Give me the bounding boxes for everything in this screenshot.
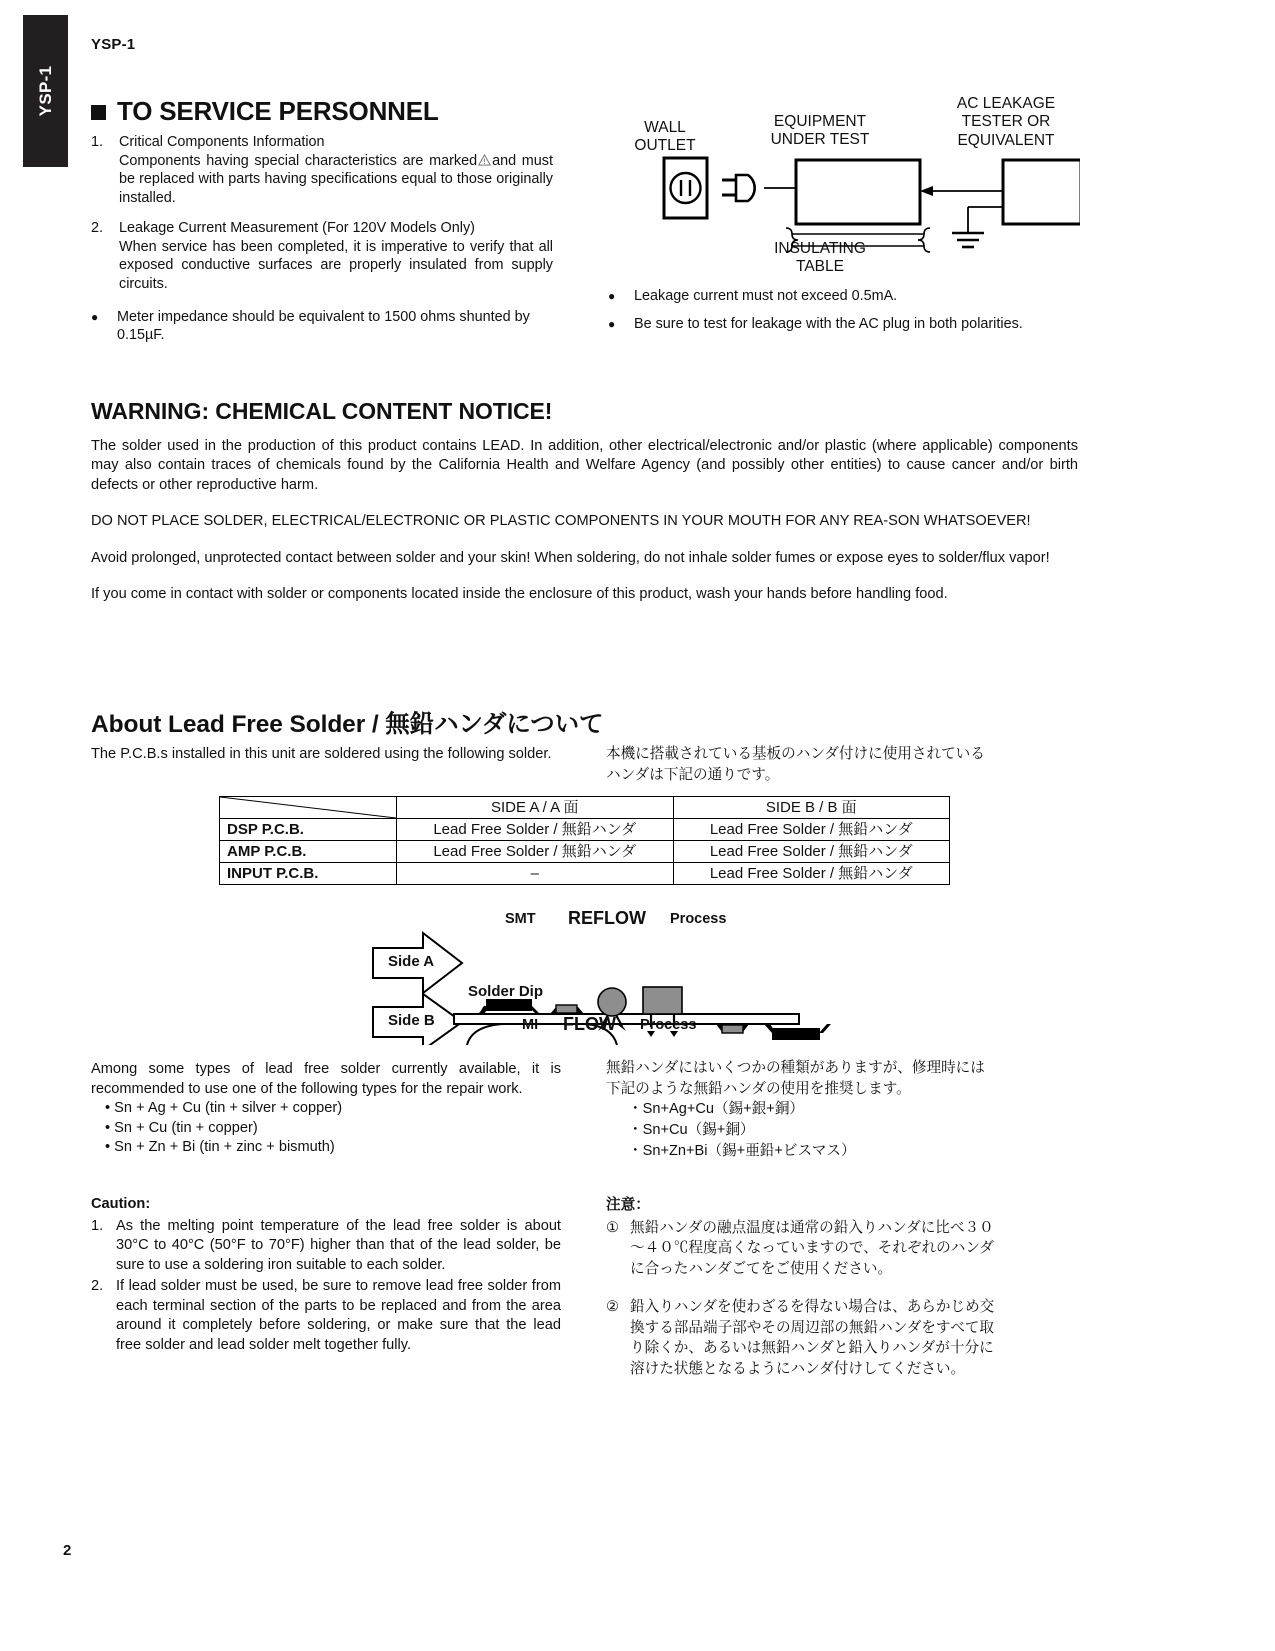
caution-item-number: 2. [91, 1278, 104, 1295]
caution-jp-line: ～４０℃程度高くなっていますので、それぞれのハンダ [630, 1240, 994, 1257]
reflow-label: REFLOW [568, 908, 646, 928]
table-row [220, 841, 950, 863]
warning-heading: WARNING: CHEMICAL CONTENT NOTICE! [91, 398, 553, 424]
warning-paragraph-2: DO NOT PLACE SOLDER, ELECTRICAL/ELECTRONIC OR PLASTIC COMPONENTS IN YOUR MOUTH FOR ANY REA-SON WHATSOEVER! [91, 513, 1031, 530]
bullet-text: Leakage current must not exceed 0.5mA. [634, 288, 898, 304]
caution-jp-line: 鉛入りハンダを使わざるを得ない場合は、あらかじめ交 [630, 1298, 995, 1315]
smt-label: SMT [505, 911, 536, 927]
list-item: • Sn + Zn + Bi (tin + zinc + bismuth) [105, 1139, 335, 1156]
column-header-side-b: SIDE B / B 面 [673, 797, 950, 819]
tester-label-line3: EQUIVALENT [957, 131, 1055, 149]
lead-free-intro-jp-line2: ハンダは下記の通りです。 [606, 766, 780, 783]
table-corner-cell [220, 797, 397, 819]
caution-jp-title: 注意： [606, 1197, 650, 1213]
cell-side-b: Lead Free Solder / 無鉛ハンダ [673, 819, 950, 841]
service-section-heading [91, 96, 439, 127]
caution-item-number: 1. [91, 1217, 104, 1234]
square-bullet-icon [91, 105, 106, 120]
warning-paragraph-4: If you come in contact with solder or components located inside the enclosure of this product, wash your hands before handling food. [91, 586, 948, 603]
list-item: • Sn + Ag + Cu (tin + silver + copper) [105, 1100, 343, 1117]
list-item: ・Sn+Zn+Bi（錫+亜鉛+ビスマス） [628, 1142, 856, 1159]
warning-paragraph-3: Avoid prolonged, unprotected contact between solder and your skin! When soldering, do not inhale solder fumes or expose eyes to solder/flux vapor! [91, 549, 1050, 566]
row-label: DSP P.C.B. [220, 819, 397, 841]
caution-japanese [606, 1195, 1081, 1380]
diagonal-slash-icon [220, 797, 396, 818]
page-number: 2 [63, 1542, 72, 1559]
caution-english [91, 1195, 561, 1355]
tester-label-line2: TESTER OR [961, 113, 1051, 131]
row-label: INPUT P.C.B. [220, 863, 397, 885]
lead-free-solder-heading: About Lead Free Solder / 無鉛ハンダについて [91, 711, 604, 738]
warning-triangle-icon [478, 154, 491, 166]
cell-side-a: – [397, 863, 674, 885]
lead-free-intro-jp-line1: 本機に搭載されている基板のハンダ付けに使用されている [606, 746, 985, 762]
item-line-2b: and must be replaced with parts having specifications equal to those originally installed. [119, 152, 553, 207]
insulating-label-line1: INSULATING [774, 240, 866, 257]
row-label: AMP P.C.B. [220, 841, 397, 863]
item-number: 2. [91, 219, 104, 236]
recommendation-list [91, 1099, 561, 1158]
recommendation-jp-list [606, 1099, 1081, 1161]
soldering-process-diagram [340, 895, 840, 1045]
caution-item-text: As the melting point temperature of the lead free solder is about 30°C to 40°C (50°F to 70°F) higher than that of the lead solder, be sure to use a soldering iron suitable to each solder. [116, 1217, 561, 1273]
item-line-2a: Components having special characteristics are marked [119, 152, 478, 169]
item-line-2 [119, 152, 553, 208]
caution-item-text: If lead solder must be used, be sure to remove lead free solder from each terminal section of the parts to be replaced and from the area around it completely before soldering, or make sure that the lead free solder and lead solder melt together fully. [116, 1278, 561, 1353]
caution-item [91, 1277, 561, 1355]
list-item [91, 219, 553, 294]
list-item: ・Sn+Cu（錫+銅） [628, 1122, 755, 1139]
wall-outlet-label-line1: WALL [644, 119, 686, 136]
caution-jp-item-number: ② [606, 1298, 620, 1315]
lead-free-intro-japanese [606, 744, 1081, 785]
item-body [119, 219, 553, 294]
recommendation-english [91, 1060, 561, 1158]
table-row [220, 819, 950, 841]
recommendation-jp-line1: 無鉛ハンダにはいくつかの種類がありますが、修理時には [606, 1060, 985, 1076]
service-list [91, 133, 553, 345]
bullet-item [608, 315, 1078, 334]
list-item: ・Sn+Ag+Cu（錫+銀+銅） [628, 1101, 805, 1118]
side-tab [23, 15, 68, 167]
caution-jp-line: り除くか、あるいは無鉛ハンダと鉛入りハンダが十分に [630, 1340, 994, 1357]
cell-side-a: Lead Free Solder / 無鉛ハンダ [397, 819, 674, 841]
bullet-text: Meter impedance should be equivalent to 1500 ohms shunted by 0.15µF. [117, 308, 530, 344]
warning-body [91, 437, 1078, 621]
item-line-2: When service has been completed, it is imperative to verify that all exposed conductive surfaces are properly insulated from supply circuits. [119, 238, 553, 293]
side-tab-label: YSP-1 [35, 65, 55, 117]
mi-label: MI [522, 1017, 539, 1033]
warning-paragraph-1: The solder used in the production of this product contains LEAD. In addition, other electrical/electronic and/or plastic (where applicable) components may also contain traces of chemicals found by the California Health and Welfare Agency (and possibly other entities) to cause cancer and/or birth defects or other reproductive harm. [91, 438, 1078, 493]
caution-jp-line: 溶けた状態となるようにハンダ付けしてください。 [630, 1361, 966, 1378]
caution-jp-item [606, 1218, 1081, 1280]
lead-free-intro-english: The P.C.B.s installed in this unit are soldered using the following solder. [91, 746, 552, 762]
caution-item [91, 1217, 561, 1276]
recommendation-text: Among some types of lead free solder currently available, it is recommended to use one of the following types for the repair work. [91, 1061, 561, 1097]
bullet-item [91, 308, 553, 345]
tester-label-line1: AC LEAKAGE [956, 95, 1056, 112]
equipment-label-line1: EQUIPMENT [773, 113, 867, 130]
bullet-item [608, 287, 1078, 306]
process-top-label: Process [670, 911, 727, 927]
caution-title: Caution: [91, 1196, 151, 1212]
side-a-label: Side A [388, 953, 435, 970]
leakage-test-diagram [600, 95, 1080, 285]
model-number: YSP-1 [91, 36, 136, 53]
caution-jp-item-text [630, 1218, 1081, 1280]
pcb-solder-table [219, 796, 950, 885]
bullet-text: Be sure to test for leakage with the AC plug in both polarities. [634, 315, 1023, 332]
service-bullets-right [608, 287, 1078, 333]
recommendation-japanese [606, 1058, 1081, 1162]
recommendation-jp-line2: 下記のような無鉛ハンダの使用を推奨します。 [606, 1080, 911, 1097]
list-item [91, 133, 553, 208]
leakage-diagram-graphic [600, 95, 1080, 285]
caution-jp-line: 無鉛ハンダの融点温度は通常の鉛入りハンダに比べ３０ [630, 1219, 994, 1236]
item-number: 1. [91, 134, 104, 150]
caution-jp-line: 換する部品端子部やその周辺部の無鉛ハンダをすべて取 [630, 1319, 994, 1336]
table-row [220, 863, 950, 885]
caution-jp-line: に合ったハンダごてをご使用ください。 [630, 1261, 893, 1278]
caution-jp-item [606, 1297, 1081, 1380]
list-item: • Sn + Cu (tin + copper) [105, 1119, 258, 1136]
cell-side-b: Lead Free Solder / 無鉛ハンダ [673, 863, 950, 885]
item-line-1: Leakage Current Measurement (For 120V Models Only) [119, 219, 475, 236]
side-b-label: Side B [388, 1012, 435, 1029]
round-bullet-icon: ● [608, 316, 616, 331]
wall-outlet-label-line2: OUTLET [634, 137, 696, 155]
service-heading-text: TO SERVICE PERSONNEL [117, 96, 439, 126]
table-header-row [220, 797, 950, 819]
caution-jp-item-number: ① [606, 1219, 620, 1236]
round-bullet-icon: ● [91, 309, 99, 324]
round-bullet-icon: ● [608, 289, 616, 303]
equipment-label-line2: UNDER TEST [770, 131, 870, 149]
process-bottom-label: Process [640, 1017, 697, 1033]
caution-jp-item-text [630, 1297, 1081, 1380]
cell-side-a: Lead Free Solder / 無鉛ハンダ [397, 841, 674, 863]
flow-label: FLOW [563, 1014, 616, 1034]
item-line-1: Critical Components Information [119, 134, 325, 150]
solder-dip-label: Solder Dip [468, 983, 544, 1000]
insulating-label-line2: TABLE [796, 258, 844, 276]
column-header-side-a: SIDE A / A 面 [397, 797, 674, 819]
item-body [119, 133, 553, 208]
cell-side-b: Lead Free Solder / 無鉛ハンダ [673, 841, 950, 863]
